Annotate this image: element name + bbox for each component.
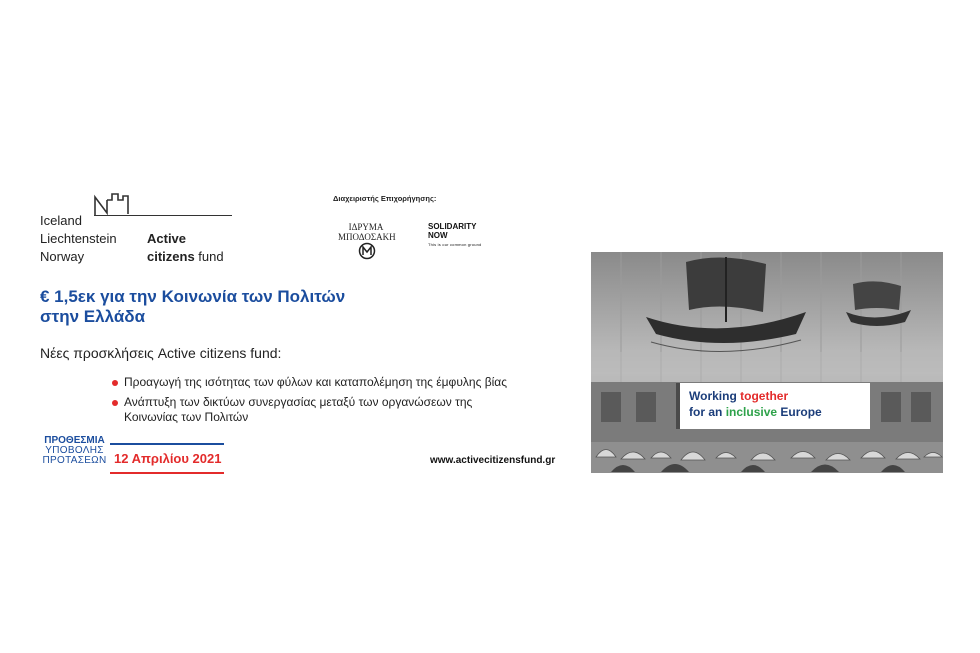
calls-subtitle: Νέες προσκλήσεις Active citizens fund: [40,345,282,361]
bodossaki-line1: ΙΔΡΥΜΑ [348,222,384,232]
deadline-rule-red [110,472,224,474]
logo-countries [40,212,117,266]
bullet-text: Ανάπτυξη των δικτύων συνεργασίας μεταξύ των οργανώσεων της [124,395,473,409]
solidarity-tagline: This is our common ground [428,242,482,247]
fund-active: Active [147,231,187,246]
bullet-list [112,375,507,430]
slogan-text [689,388,822,420]
deadline-line3: ΠΡΟΤΑΣΕΩΝ [42,455,107,466]
bodossaki-line2: ΜΠΟΔΟΣΑΚΗ [338,232,396,242]
bullet-text: Προαγωγή της ισότητας των φύλων και καταπολέμηση της έμφυλης βίας [124,375,507,389]
deadline-line2: ΥΠΟΒΟΛΗΣ [45,445,104,456]
bullet-dot-icon [112,400,118,406]
logo-fund-name [147,230,224,266]
headline-line1: € 1,5εκ για την Κοινωνία των Πολιτών [40,287,346,306]
deadline-date: 12 Απριλίου 2021 [114,451,222,466]
country-iceland: Iceland [40,213,82,228]
fund-citizens: citizens [147,249,195,264]
slogan-for-an: for an [689,405,723,419]
solidarity-line1: SOLIDARITY [428,222,477,231]
ships-tents-photo [591,252,943,473]
deadline-label [38,436,111,466]
bodossaki-logo [338,222,394,242]
headline [40,287,345,327]
deadline-line1: ΠΡΟΘΕΣΜΙΑ [44,435,105,446]
slogan-working: Working [689,389,737,403]
bodossaki-emblem-icon [358,242,376,265]
solidarity-line2: NOW [428,231,448,240]
deadline-rule-blue [110,443,224,445]
fund-word: fund [194,249,224,264]
website-link[interactable]: www.activecitizensfund.gr [430,455,556,466]
bullet-item [112,395,507,425]
operator-title: Διαχειριστής Επιχορήγησης: [333,194,437,203]
slogan-together: together [740,389,789,403]
country-norway: Norway [40,249,85,264]
headline-line2: στην Ελλάδα [40,307,146,326]
slogan-inclusive: inclusive [725,405,778,419]
bullet-text-cont: Κοινωνίας των Πολιτών [124,410,249,424]
slogan-europe: Europe [780,405,822,419]
bullet-item [112,375,507,390]
country-liechtenstein: Liechtenstein [40,231,117,246]
bullet-dot-icon [112,380,118,386]
solidarity-now-logo [428,222,492,249]
